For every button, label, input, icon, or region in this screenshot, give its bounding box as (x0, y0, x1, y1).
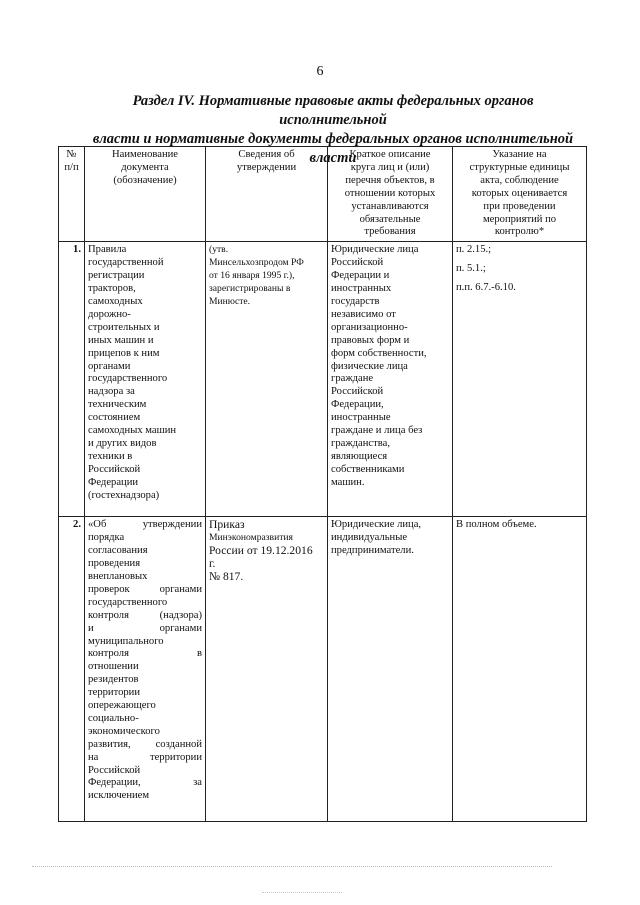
cell-line: Федерации, за (88, 777, 202, 789)
cell-line: требования (364, 226, 416, 238)
cell-line: от 16 января 1995 г.), (209, 270, 295, 282)
cell-line: государств (331, 295, 380, 307)
cell-line: Федерации (88, 476, 139, 488)
cell-line: утверждении (236, 161, 297, 173)
cell-line: экономического (88, 725, 160, 737)
structural-units-cell (453, 242, 587, 517)
table-row (59, 517, 587, 822)
cell-line: (утв. (209, 244, 229, 256)
cell-line: обязательные (359, 213, 421, 225)
cell-line: перечня объектов, в (345, 174, 435, 186)
cell-line: являющиеся (331, 450, 388, 462)
cell-line: независимо от (331, 308, 396, 320)
header-approval-info (206, 147, 328, 242)
cell-line: п. 5.1.; (456, 263, 486, 275)
document-name-cell (85, 517, 206, 822)
cell-line: машин. (331, 476, 365, 488)
cell-line: «Об утверждении (88, 519, 202, 531)
cell-line: документа (121, 161, 169, 173)
cell-line: самоходных (88, 295, 143, 307)
cell-line: граждане (331, 373, 374, 385)
cell-line: Наименование (112, 149, 178, 160)
document-name-cell (85, 242, 206, 517)
cell-line: резидентов (88, 674, 139, 686)
cell-line: (обозначение) (113, 174, 177, 186)
row-number: 2. (59, 517, 85, 822)
cell-line: контролю* (494, 226, 545, 238)
cell-line: круга лиц и (или) (350, 161, 430, 173)
scan-noise (262, 892, 342, 895)
cell-line: предприниматели. (331, 545, 414, 557)
cell-line: иных машин и (88, 334, 154, 346)
cell-line: В полном объеме. (456, 519, 537, 531)
cell-line: правовых форм и (331, 334, 410, 346)
cell-line: п.п. 6.7.-6.10. (456, 282, 516, 294)
cell-line: России от 19.12.2016 (209, 544, 313, 558)
cell-line: п/п (64, 161, 79, 173)
approval-cell (206, 242, 328, 517)
approval-cell (206, 517, 328, 822)
cell-line: исключением (88, 790, 150, 802)
cell-line: муниципального (88, 635, 164, 647)
row-number: 1. (59, 242, 85, 517)
cell-line: состоянием (88, 412, 141, 424)
cell-line: внеплановых (88, 570, 148, 582)
cell-line: Краткое описание (349, 149, 431, 160)
cell-line: контроля (надзора) (88, 609, 202, 621)
cell-line: физические лица (331, 360, 408, 372)
description-cell (328, 517, 453, 822)
cell-line: акта, соблюдение (480, 174, 559, 186)
cell-line: иностранные (331, 412, 391, 424)
cell-line: проведения (88, 558, 141, 570)
page-number: 6 (316, 64, 324, 79)
cell-line: мероприятий по (482, 213, 557, 225)
scan-noise (32, 866, 552, 871)
cell-line: иностранных (331, 283, 392, 295)
cell-line: порядка (88, 532, 125, 544)
cell-line: на территории (88, 751, 202, 763)
cell-line: Российской (88, 764, 141, 776)
section-title-line-1: Раздел IV. Нормативные правовые акты федеральных органов исполнительной (132, 93, 534, 128)
cell-line: органами (88, 360, 131, 372)
cell-line: г. (209, 557, 216, 571)
cell-line: Российской (331, 257, 384, 269)
cell-line: гражданства, (331, 437, 390, 449)
cell-line: социально- (88, 712, 139, 724)
cell-line: территории (88, 687, 141, 699)
header-num (59, 147, 85, 242)
cell-line: и органами (88, 622, 202, 634)
cell-line: устанавливаются (351, 200, 429, 212)
cell-line: зарегистрированы в (209, 283, 291, 295)
cell-line: и других видов (88, 437, 157, 449)
cell-line: регистрации (88, 270, 145, 282)
cell-line: строительных и (88, 321, 160, 333)
cell-line: граждане и лица без (331, 425, 423, 437)
cell-line: при проведении (483, 200, 556, 212)
cell-line: Сведения об (238, 149, 295, 160)
cell-line: собственниками (331, 463, 405, 475)
cell-line: контроля в (88, 648, 202, 660)
cell-line: проверок органами (88, 583, 202, 595)
cell-line: опережающего (88, 700, 156, 712)
cell-line: Юридические лица, (331, 519, 422, 531)
cell-line: прицепов к ним (88, 347, 160, 359)
cell-line: государственного (88, 373, 168, 385)
cell-line: п. 2.15.; (456, 244, 492, 256)
cell-line: организационно- (331, 321, 408, 333)
cell-line: самоходных машин (88, 425, 177, 437)
cell-line: Федерации, (331, 399, 384, 411)
cell-line: Приказ (209, 518, 245, 532)
cell-line: Российской (88, 463, 141, 475)
cell-line: развития, созданной (88, 738, 202, 750)
cell-line: № 817. (209, 569, 244, 583)
cell-line: Минсельхозпродом РФ (209, 257, 304, 269)
header-description (328, 147, 453, 242)
section-title-line-2: власти и нормативные документы федеральных органов исполнительной власти (92, 131, 574, 166)
cell-line: которых оценивается (471, 187, 568, 199)
structural-units-cell (453, 517, 587, 822)
cell-line: Минэкономразвития (209, 532, 293, 544)
description-cell (328, 242, 453, 517)
cell-line: тракторов, (88, 283, 136, 295)
cell-line: Российской (331, 386, 384, 398)
cell-line: Указание на (492, 149, 547, 160)
cell-line: надзора за (88, 386, 135, 398)
cell-line: техническим (88, 399, 147, 411)
cell-line: государственной (88, 257, 164, 269)
cell-line: № (66, 149, 77, 160)
cell-line: Юридические лица (331, 244, 419, 256)
cell-line: Федерации и (331, 270, 390, 282)
cell-line: индивидуальные (331, 532, 408, 544)
header-document-name (85, 147, 206, 242)
cell-line: Правила (88, 244, 127, 256)
cell-line: государственного (88, 596, 168, 608)
table-header-row (59, 147, 587, 242)
cell-line: (гостехнадзора) (88, 489, 160, 501)
cell-line: согласования (88, 545, 148, 557)
cell-line: форм собственности, (331, 347, 427, 359)
cell-line: техники в (88, 450, 133, 462)
normative-acts-table (58, 146, 587, 822)
cell-line: отношении (88, 661, 139, 673)
table-row (59, 242, 587, 517)
cell-line: дорожно- (88, 308, 131, 320)
cell-line: Минюсте. (209, 295, 251, 307)
cell-line: отношении которых (344, 187, 436, 199)
cell-line: структурные единицы (469, 161, 570, 173)
header-structural-units (453, 147, 587, 242)
